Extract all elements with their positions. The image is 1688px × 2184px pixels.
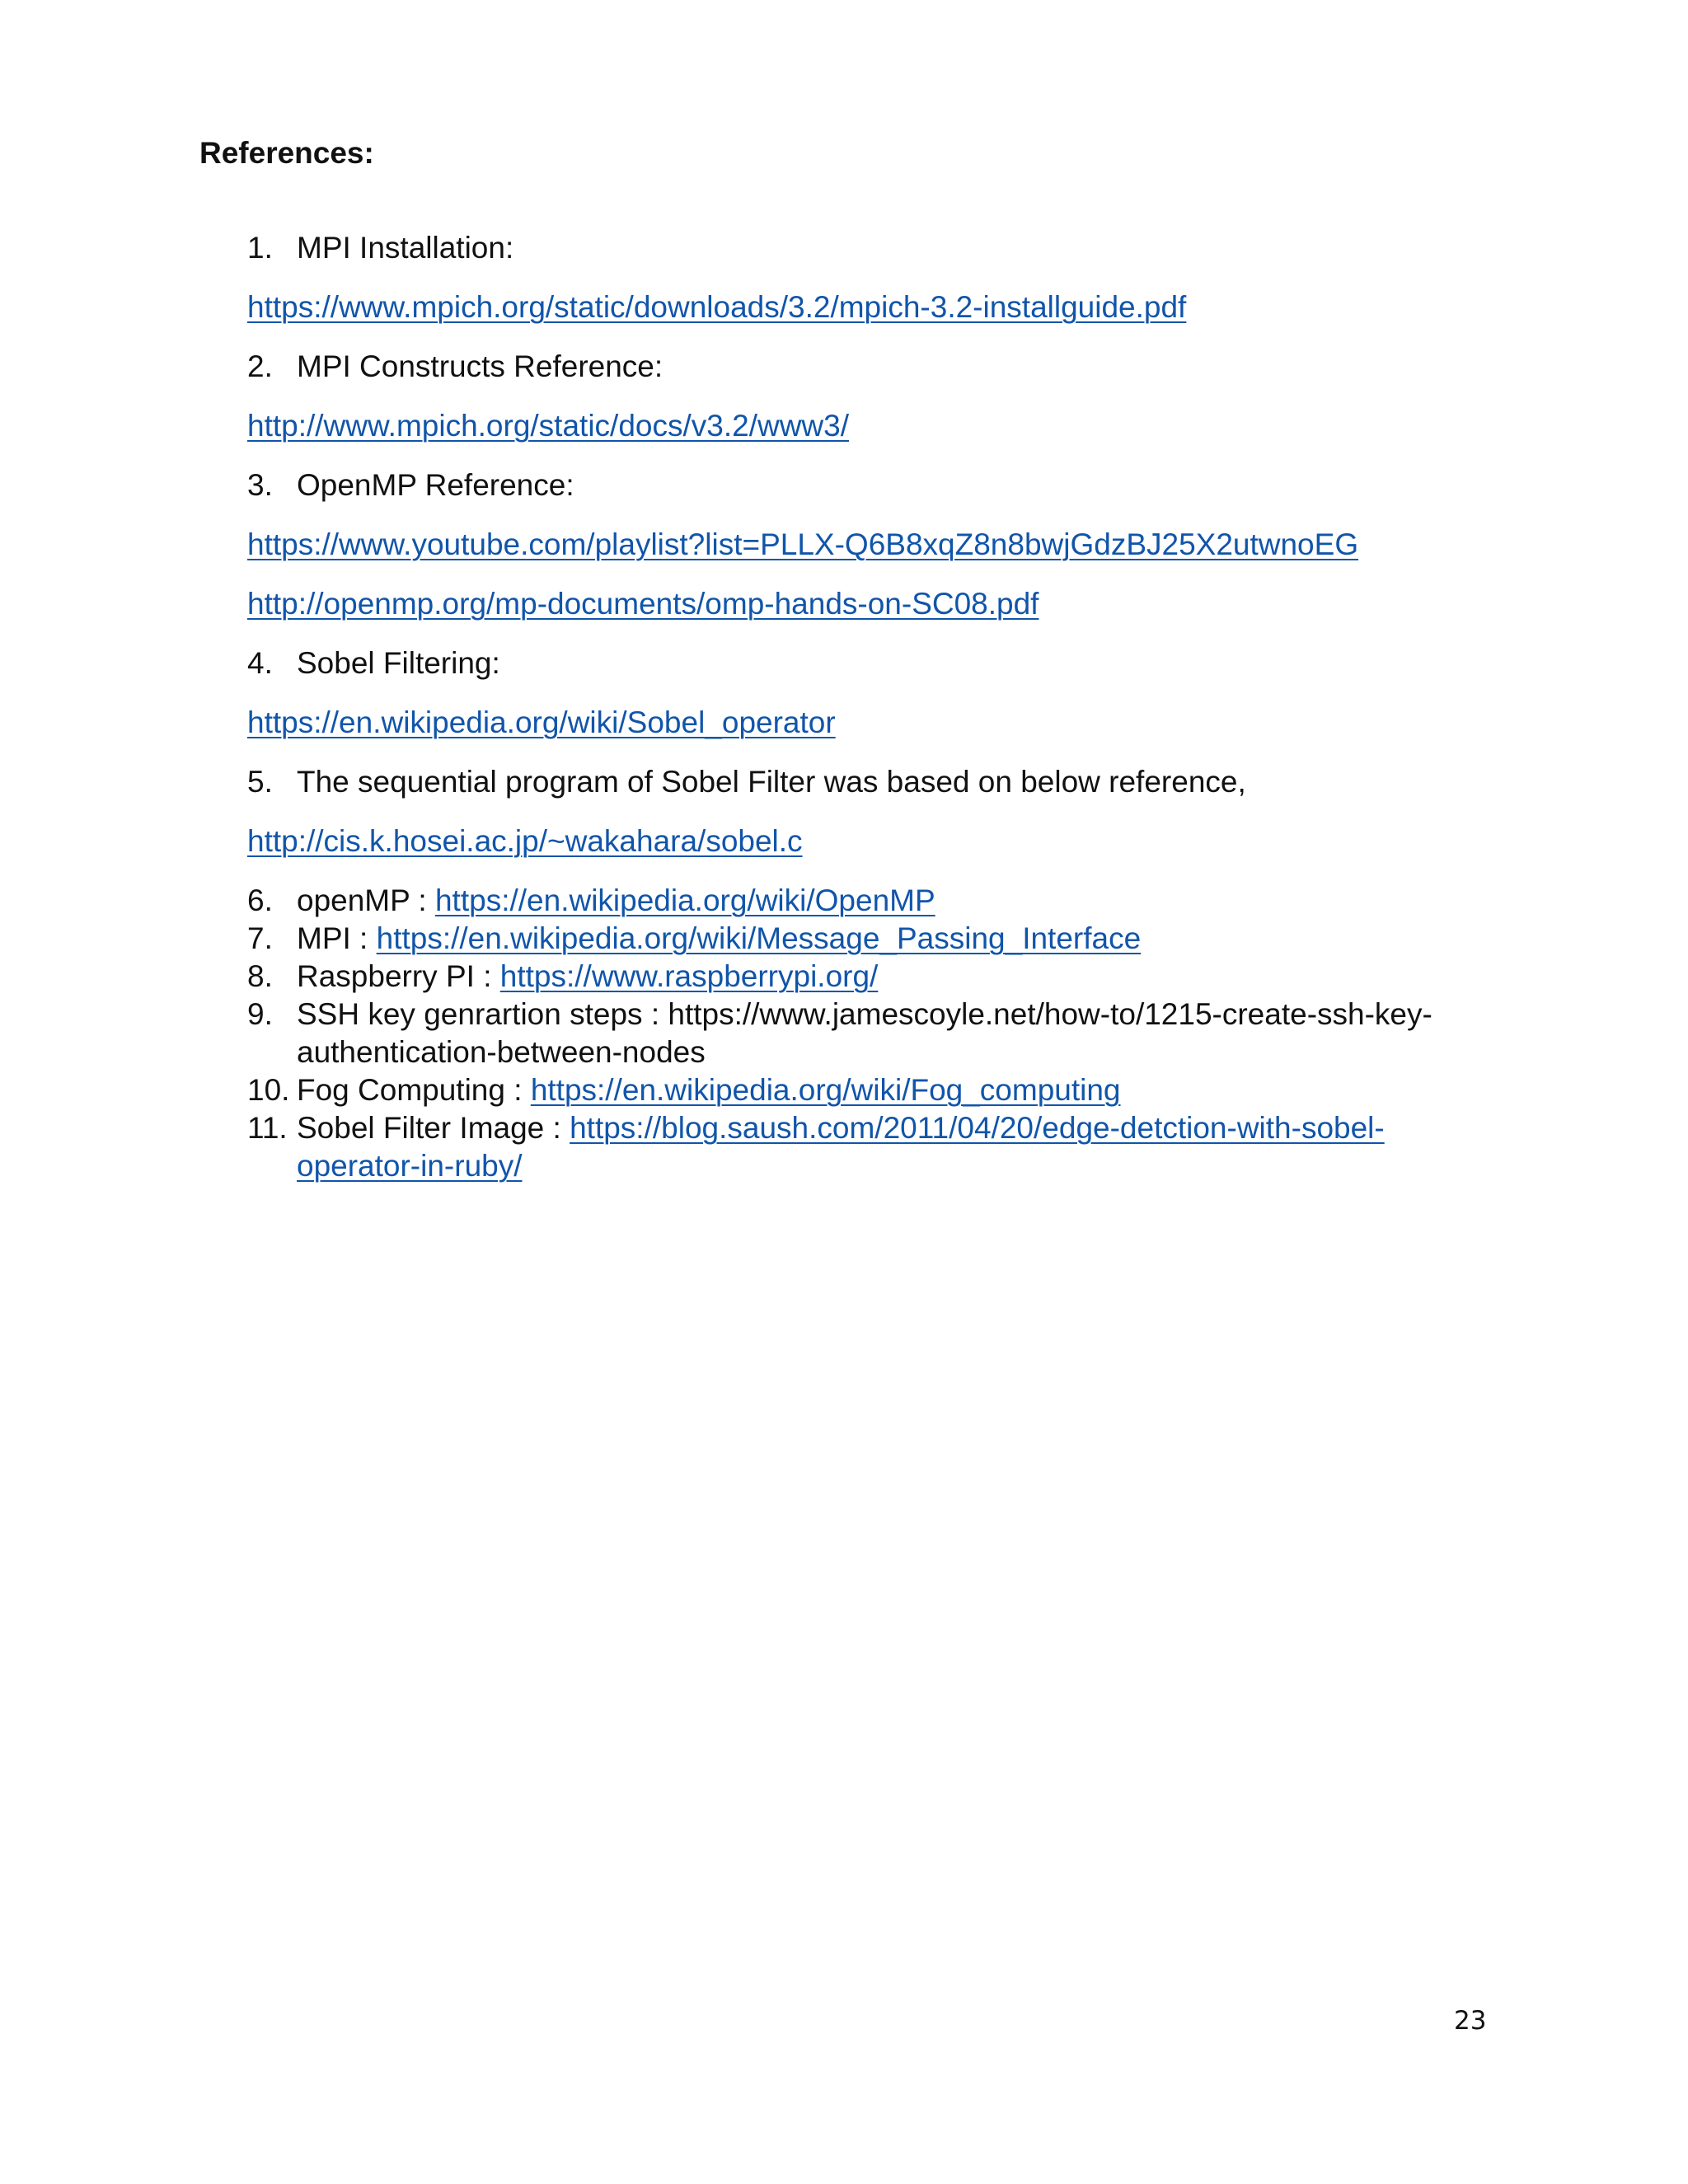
reference-number: 2. [247,349,273,383]
reference-number: 10. [247,1073,290,1107]
hyperlink[interactable]: https://www.mpich.org/static/downloads/3.2/mpich-3.2-installguide.pdf [247,290,1187,324]
reference-label: OpenMP Reference: [297,468,574,502]
reference-item-10 [247,1071,1467,1109]
reference-link-5[interactable] [247,823,803,860]
reference-link-2[interactable] [247,407,849,445]
reference-number: 1. [247,231,273,265]
reference-item-6 [247,882,1467,920]
hyperlink[interactable]: https://en.wikipedia.org/wiki/Fog_computing [530,1073,1121,1107]
reference-item-11 [247,1109,1467,1185]
hyperlink[interactable]: https://en.wikipedia.org/wiki/Message_Passing_Interface [376,921,1142,955]
reference-label: Sobel Filter Image : [297,1111,570,1145]
reference-number: 6. [247,883,273,917]
reference-number: 4. [247,646,273,680]
reference-link-3b[interactable] [247,585,1039,623]
reference-item-2 [247,348,663,386]
reference-label: Fog Computing : [297,1073,531,1107]
hyperlink[interactable]: http://cis.k.hosei.ac.jp/~wakahara/sobel.c [247,824,803,858]
reference-item-9 [247,996,1467,1071]
reference-label: SSH key genrartion steps : https://www.jamescoyle.net/how-to/1215-create-ssh-key-authentication-between-nodes [297,997,1432,1069]
reference-link-4[interactable] [247,704,836,742]
references-heading: References: [199,136,374,170]
reference-label: The sequential program of Sobel Filter was based on below reference, [297,765,1246,799]
reference-list-compact [247,882,1467,1185]
hyperlink[interactable]: https://www.youtube.com/playlist?list=PLLX-Q6B8xqZ8n8bwjGdzBJ25X2utwnoEG [247,527,1359,561]
reference-number: 9. [247,997,273,1031]
reference-number: 5. [247,765,273,799]
reference-number: 3. [247,468,273,502]
hyperlink[interactable]: http://www.mpich.org/static/docs/v3.2/www3/ [247,409,849,443]
hyperlink[interactable]: https://www.raspberrypi.org/ [499,959,879,993]
hyperlink[interactable]: https://en.wikipedia.org/wiki/Sobel_operator [247,705,836,739]
reference-label: openMP : [297,883,435,917]
hyperlink[interactable]: http://openmp.org/mp-documents/omp-hands-on-SC08.pdf [247,587,1039,621]
reference-label: Raspberry PI : [297,959,500,993]
reference-label: Sobel Filtering: [297,646,500,680]
reference-label: MPI : [297,921,377,955]
reference-link-3a[interactable] [247,526,1358,564]
hyperlink[interactable]: https://blog.saush.com/2011/04/20/edge-detction-with-sobel-operator-in-ruby/ [297,1111,1385,1183]
reference-label: MPI Constructs Reference: [297,349,663,383]
reference-number: 8. [247,959,273,993]
reference-item-5 [247,763,1246,801]
reference-link-1[interactable] [247,288,1186,326]
reference-item-7 [247,920,1467,958]
page-number: 23 [1454,2006,1487,2036]
reference-item-3 [247,466,574,504]
hyperlink[interactable]: https://en.wikipedia.org/wiki/OpenMP [434,883,935,917]
reference-item-4 [247,644,500,682]
reference-number: 11. [247,1111,288,1145]
reference-item-1 [247,229,513,267]
reference-number: 7. [247,921,273,955]
reference-item-8 [247,958,1467,996]
reference-label: MPI Installation: [297,231,514,265]
